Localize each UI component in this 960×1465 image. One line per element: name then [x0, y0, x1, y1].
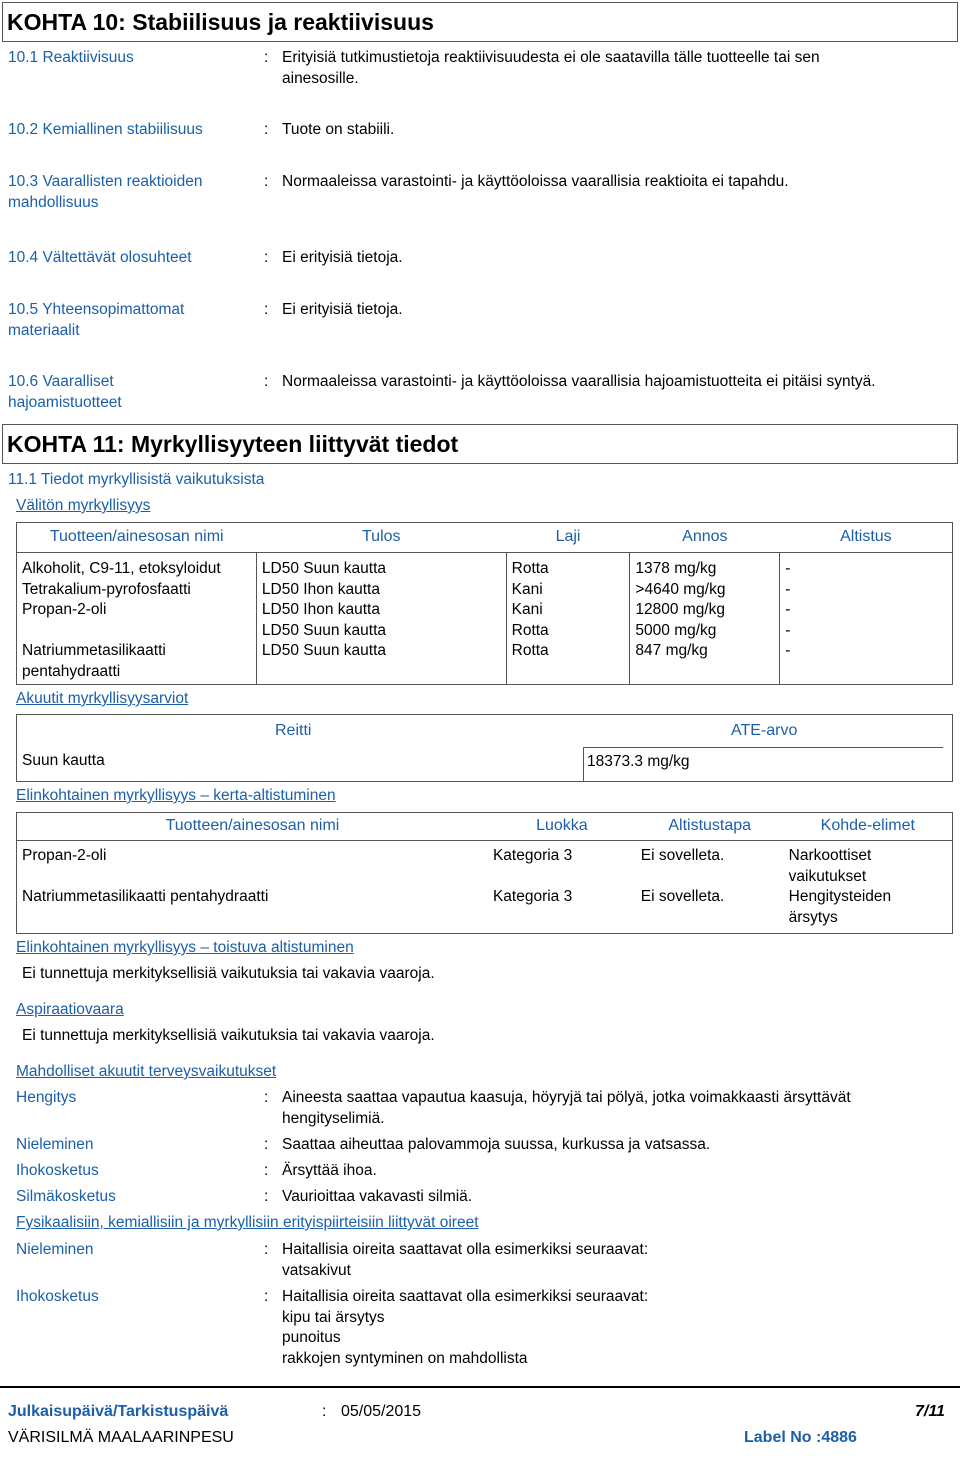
colon: :: [264, 1136, 269, 1153]
aspiration-text: Ei tunnettuja merkityksellisiä vaikutuksia tai vakavia vaaroja.: [22, 1027, 435, 1044]
row-value: Haitallisia oireita saattavat olla esimerkiksi seuraavat: kipu tai ärsytys punoitus rakkojen syntyminen on mahdollista: [282, 1288, 649, 1367]
stot-se-title: Elinkohtainen myrkyllisyys – kerta-altistuminen: [16, 787, 336, 804]
ate-title: Akuutit myrkyllisyysarviot: [16, 690, 189, 707]
doses-cell: 1378 mg/kg >4640 mg/kg 12800 mg/kg 5000 mg/kg 847 mg/kg: [630, 553, 780, 685]
row-label: Nieleminen: [16, 1136, 94, 1153]
stot-category-cell: Kategoria 3 Kategoria 3: [492, 847, 573, 905]
col-header-dose: Annos: [630, 523, 780, 553]
row-value: Aineesta saattaa vapautua kaasuja, höyryjä tai pölyä, jotka voimakkaasti ärsyttävät hengityselimiä.: [282, 1089, 851, 1127]
colon: :: [264, 1162, 269, 1179]
row-value: Saattaa aiheuttaa palovammoja suussa, kurkussa ja vatsassa.: [282, 1136, 711, 1153]
row-value: Ei erityisiä tietoja.: [282, 301, 403, 318]
symptoms-title: Fysikaalisiin, kemiallisiin ja myrkyllisiin erityispiirteisiin liittyvät oireet: [16, 1214, 479, 1231]
footer-colon: :: [322, 1403, 327, 1420]
subsection-11-1: 11.1 Tiedot myrkyllisistä vaikutuksista: [8, 471, 265, 488]
row-value: Normaaleissa varastointi- ja käyttöoloissa vaarallisia hajoamistuotteita ei pitäisi syntyä.: [282, 373, 876, 390]
ate-route-value: Suun kautta: [22, 752, 105, 769]
stot-header-name: Tuotteen/ainesosan nimi: [17, 813, 488, 841]
section-10-heading: KOHTA 10: Stabiilisuus ja reaktiivisuus: [2, 2, 958, 42]
ate-header-value: ATE-arvo: [731, 722, 798, 739]
row-label: Silmäkosketus: [16, 1188, 116, 1205]
colon: :: [264, 373, 269, 390]
col-header-result: Tulos: [256, 523, 506, 553]
section-11-heading: KOHTA 11: Myrkyllisyyteen liittyvät tiedot: [2, 424, 958, 464]
ate-table: [16, 714, 953, 782]
col-header-exposure: Altistus: [780, 523, 953, 553]
row-label: 10.6 Vaaralliset hajoamistuotteet: [8, 373, 122, 411]
ate-col-divider: [583, 747, 584, 782]
page-number: 7/11: [915, 1403, 945, 1420]
acute-toxicity-table: [16, 522, 953, 685]
results-cell: LD50 Suun kautta LD50 Ihon kautta LD50 Ihon kautta LD50 Suun kautta LD50 Suun kautta: [256, 553, 506, 685]
footer-date-label: Julkaisupäivä/Tarkistuspäivä: [8, 1403, 229, 1420]
stot-re-title: Elinkohtainen myrkyllisyys – toistuva altistuminen: [16, 939, 354, 956]
stot-name-cell: Propan-2-oli Natriummetasilikaatti pentahydraatti: [22, 847, 269, 905]
names-cell: Alkoholit, C9-11, etoksyloidut Tetrakalium-pyrofosfaatti Propan-2-oli Natriummetasilikaatti pentahydraatti: [22, 560, 221, 680]
row-label: Nieleminen: [16, 1241, 94, 1258]
row-value: Tuote on stabiili.: [282, 121, 395, 138]
stot-route-cell: Ei sovelleta. Ei sovelleta.: [640, 847, 725, 905]
row-value: Haitallisia oireita saattavat olla esimerkiksi seuraavat: vatsakivut: [282, 1241, 649, 1279]
colon: :: [264, 1288, 269, 1305]
col-header-name: Tuotteen/ainesosan nimi: [17, 523, 257, 553]
stot-re-text: Ei tunnettuja merkityksellisiä vaikutuksia tai vakavia vaaroja.: [22, 965, 435, 982]
ate-value: 18373.3 mg/kg: [587, 753, 690, 770]
colon: :: [264, 1089, 269, 1106]
row-label: 10.1 Reaktiivisuus: [8, 49, 134, 66]
colon: :: [264, 1188, 269, 1205]
row-value: Ei erityisiä tietoja.: [282, 249, 403, 266]
colon: :: [264, 249, 269, 266]
col-header-species: Laji: [506, 523, 630, 553]
footer-rule: [0, 1386, 960, 1388]
acute-health-title: Mahdolliset akuutit terveysvaikutukset: [16, 1063, 277, 1080]
ate-header-divider: [583, 747, 943, 748]
colon: :: [264, 121, 269, 138]
row-label: 10.5 Yhteensopimattomat materiaalit: [8, 301, 185, 339]
row-label: Ihokosketus: [16, 1162, 99, 1179]
row-value: Erityisiä tutkimustietoja reaktiivisuudesta ei ole saatavilla tälle tuotteelle tai sen ainesosille.: [282, 49, 820, 87]
row-label: 10.2 Kemiallinen stabiilisuus: [8, 121, 203, 138]
footer-date: 05/05/2015: [341, 1403, 422, 1420]
aspiration-title: Aspiraatiovaara: [16, 1001, 124, 1018]
colon: :: [264, 301, 269, 318]
species-cell: Rotta Kani Kani Rotta Rotta: [506, 553, 630, 685]
row-label: Hengitys: [16, 1089, 77, 1106]
ate-header-route: Reitti: [275, 722, 312, 739]
stot-header-route: Altistustapa: [636, 813, 784, 841]
stot-organ-cell: Narkoottiset vaikutukset Hengitysteiden ärsytys: [788, 847, 892, 926]
colon: :: [264, 173, 269, 190]
exposure-cell: - - - - -: [780, 553, 953, 685]
row-label: Ihokosketus: [16, 1288, 99, 1305]
row-value: Vaurioittaa vakavasti silmiä.: [282, 1188, 473, 1205]
colon: :: [264, 1241, 269, 1258]
row-label: 10.3 Vaarallisten reaktioiden mahdollisuus: [8, 173, 203, 211]
footer-label-no: Label No :4886: [744, 1429, 857, 1446]
colon: :: [264, 49, 269, 66]
acute-toxicity-title: Välitön myrkyllisyys: [16, 497, 151, 514]
footer-product-name: VÄRISILMÄ MAALAARINPESU: [8, 1429, 234, 1446]
row-label: 10.4 Vältettävät olosuhteet: [8, 249, 192, 266]
row-value: Normaaleissa varastointi- ja käyttöoloissa vaarallisia reaktioita ei tapahdu.: [282, 173, 789, 190]
stot-se-table: [16, 812, 953, 934]
stot-header-organs: Kohde-elimet: [784, 813, 953, 841]
row-value: Ärsyttää ihoa.: [282, 1162, 377, 1179]
stot-header-category: Luokka: [488, 813, 636, 841]
